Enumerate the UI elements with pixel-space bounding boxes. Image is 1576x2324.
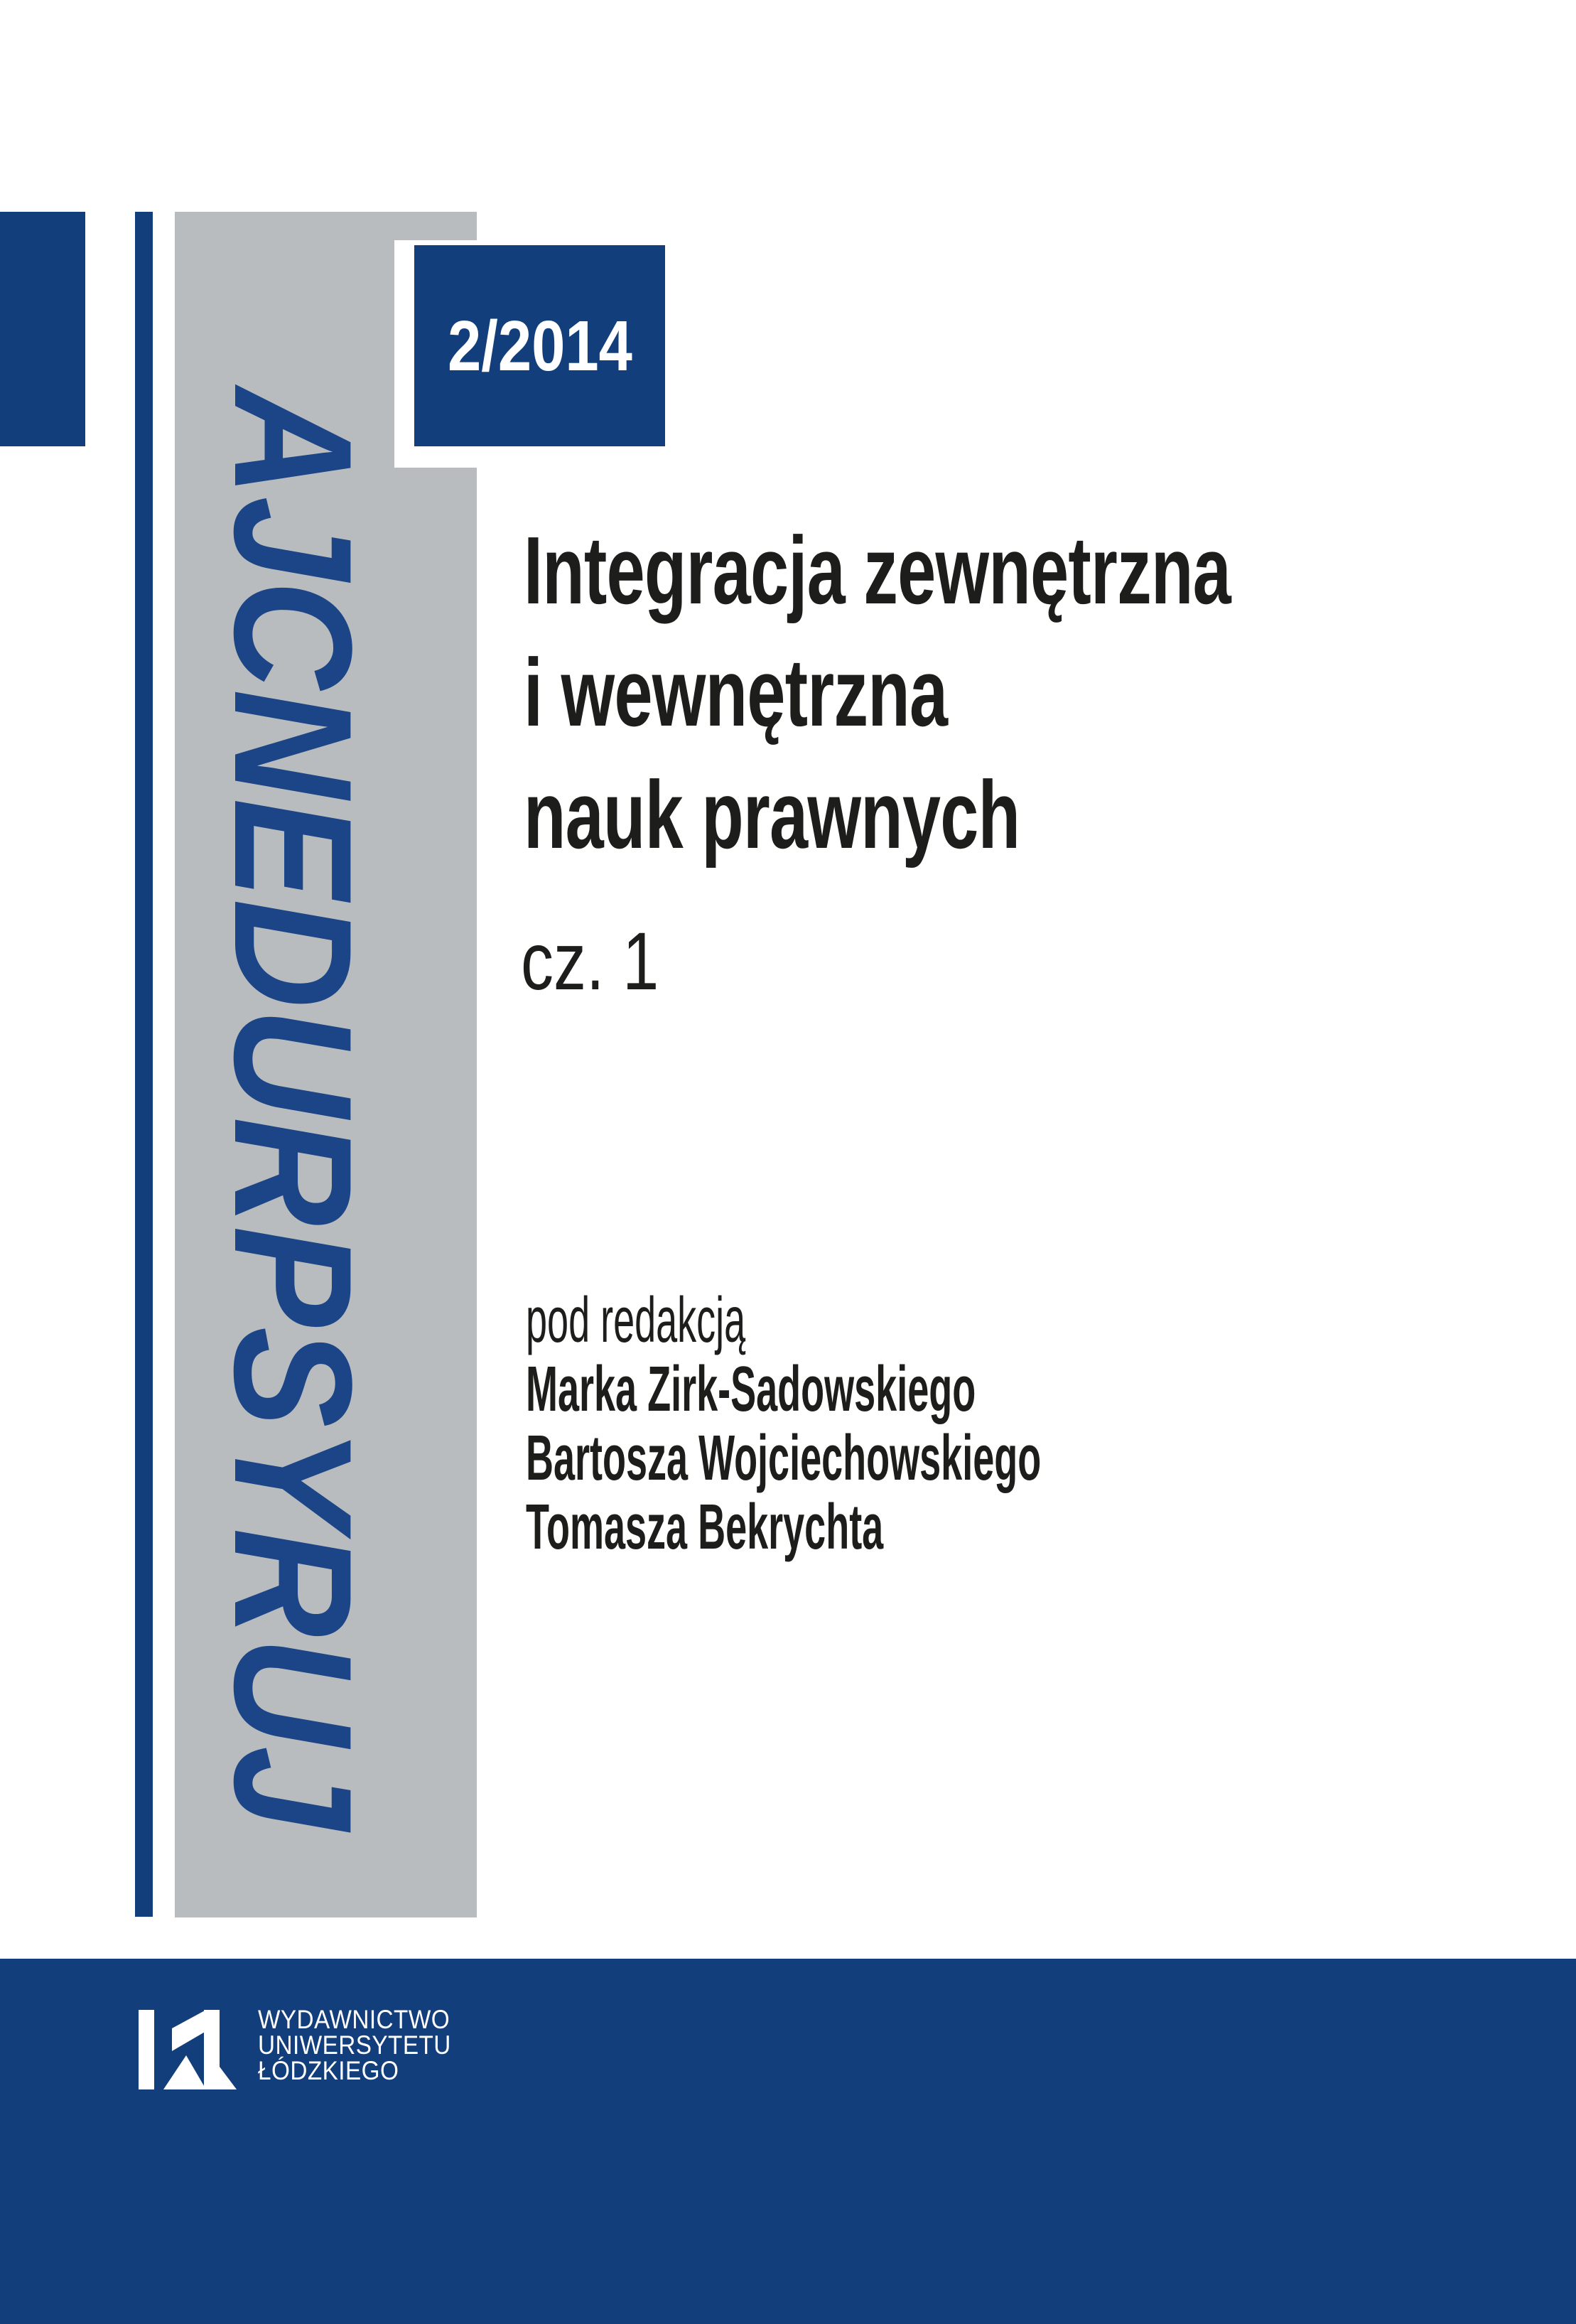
part-label: cz. 1 xyxy=(521,916,659,1007)
logo-right-peak xyxy=(220,2067,237,2089)
issue-box xyxy=(414,245,665,446)
editors-block xyxy=(526,1286,1041,1562)
logo-left-bar xyxy=(139,2010,154,2089)
book-title-line: i wewnętrzna xyxy=(524,639,948,746)
logo-right-bar xyxy=(204,2010,220,2089)
publisher-name-line: WYDAWNICTWO xyxy=(258,2005,450,2034)
logo-diagonal-page xyxy=(172,2010,206,2051)
series-title-vertical: AJCNEDURPSYRUJ xyxy=(199,387,387,1831)
publisher-name-line: ŁÓDZKIEGO xyxy=(258,2056,399,2085)
book-title-line: Integracja zewnętrzna xyxy=(524,517,1231,624)
editor-name: Bartosza Wojciechowskiego xyxy=(526,1423,1042,1494)
editor-name: Tomasza Bekrychta xyxy=(526,1492,884,1563)
publisher-name xyxy=(258,2007,451,2084)
logo-center-peak xyxy=(163,2055,206,2089)
book-title-line: nauk prawnych xyxy=(524,761,1020,868)
editor-name: Marka Zirk-Sadowskiego xyxy=(526,1354,976,1425)
corner-accent-block xyxy=(0,212,85,446)
edited-by-label: pod redakcją xyxy=(526,1285,746,1356)
spine-rule xyxy=(135,212,153,1917)
publisher-name-line: UNIWERSYTETU xyxy=(258,2030,451,2060)
book-title xyxy=(524,510,1231,876)
university-press-logo-icon xyxy=(139,2010,238,2089)
issue-number: 2/2014 xyxy=(447,306,632,386)
